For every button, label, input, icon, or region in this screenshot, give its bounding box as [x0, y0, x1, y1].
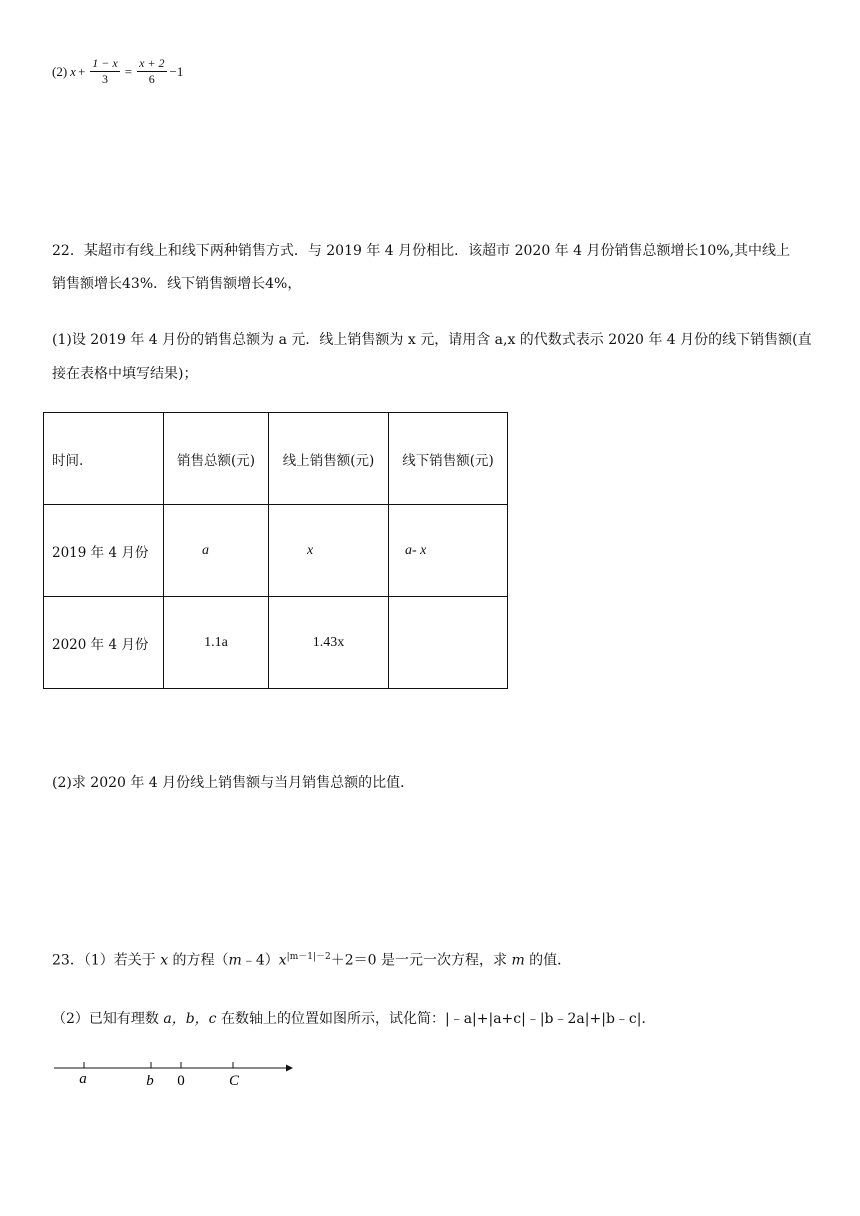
table-cell-time: 2019 年 4 月份: [44, 505, 164, 597]
table-cell-time: 2020 年 4 月份: [44, 597, 164, 689]
equals-sign: =: [124, 63, 133, 79]
label-b: b: [146, 1073, 154, 1089]
q23-part2-text: 在数轴上的位置如图所示，试化简：|﹣a|+|a+c|﹣|b﹣2a|+|b﹣c|．: [220, 1011, 656, 1027]
q22-part1-line1: (1)设 2019 年 4 月份的销售总额为 a 元．线上销售额为 x 元，请用含 a,x 的代数式表示 2020 年 4 月份的线下销售额(直: [52, 332, 812, 348]
q23-part1-text: 的方程（: [172, 952, 229, 969]
fraction-1-numerator: 1 − x: [92, 56, 118, 70]
fraction-1: [90, 56, 119, 87]
table-cell: 1.1a: [164, 597, 269, 689]
table-header-cell: 线下销售额(元): [389, 413, 508, 505]
table-cell: a- x: [389, 505, 508, 597]
equation-21-2: [52, 56, 183, 87]
q23-part1-text: 23．（1）若关于: [52, 952, 156, 969]
vars-abc: a，b，c: [163, 1011, 217, 1027]
table-cell-empty[interactable]: [389, 597, 508, 689]
table-header-cell: 销售总额(元): [164, 413, 269, 505]
table-cell: a: [164, 505, 269, 597]
q23-part1-text: 的值．: [529, 952, 572, 969]
fraction-2-numerator: x + 2: [139, 56, 165, 70]
label-a: a: [79, 1071, 87, 1087]
var-x: x: [278, 952, 287, 969]
fraction-2-denominator: 6: [148, 72, 155, 86]
var-m: m: [511, 952, 525, 969]
exponent: |m－1|－2: [286, 952, 331, 962]
number-line-arrow: [286, 1065, 293, 1072]
table-header-row: [44, 413, 508, 505]
fraction-1-denominator: 3: [102, 72, 109, 86]
label-c: C: [228, 1073, 240, 1089]
table-row: [44, 597, 508, 689]
label-0: 0: [177, 1073, 185, 1089]
number-line: [50, 1052, 300, 1092]
table-cell: 1.43x: [269, 597, 389, 689]
q23-part2: [52, 1009, 655, 1029]
plus-sign: +: [77, 63, 86, 79]
equation-x: x: [70, 63, 76, 79]
q22-part2: (2)求 2020 年 4 月份线上销售额与当月销售总额的比值．: [52, 775, 415, 791]
q23-part1-text: ＋2＝0 是一元一次方程，求: [330, 952, 507, 969]
equation-label: (2): [52, 63, 68, 79]
var-m: m: [228, 952, 242, 969]
table-header-cell: 线上销售额(元): [269, 413, 389, 505]
q23-part2-text: （2）已知有理数: [52, 1011, 159, 1027]
table-row: [44, 505, 508, 597]
q23-part1-text: ﹣4）: [241, 952, 279, 969]
q23-part1: [52, 947, 571, 971]
fraction-2: [137, 56, 166, 87]
sales-table: [43, 412, 508, 689]
equation-tail: −1: [169, 63, 184, 79]
table-cell: x: [269, 505, 389, 597]
table-header-cell: 时间.: [44, 413, 164, 505]
q22-text-line1: 22．某超市有线上和线下两种销售方式．与 2019 年 4 月份相比．该超市 2020 年 4 月份销售总额增长10%,其中线上: [52, 243, 791, 259]
q22-text-line2: 销售额增长43%．线下销售额增长4%，: [52, 276, 302, 292]
q22-part1-line2: 接在表格中填写结果)；: [52, 366, 198, 382]
var-x: x: [160, 952, 169, 969]
